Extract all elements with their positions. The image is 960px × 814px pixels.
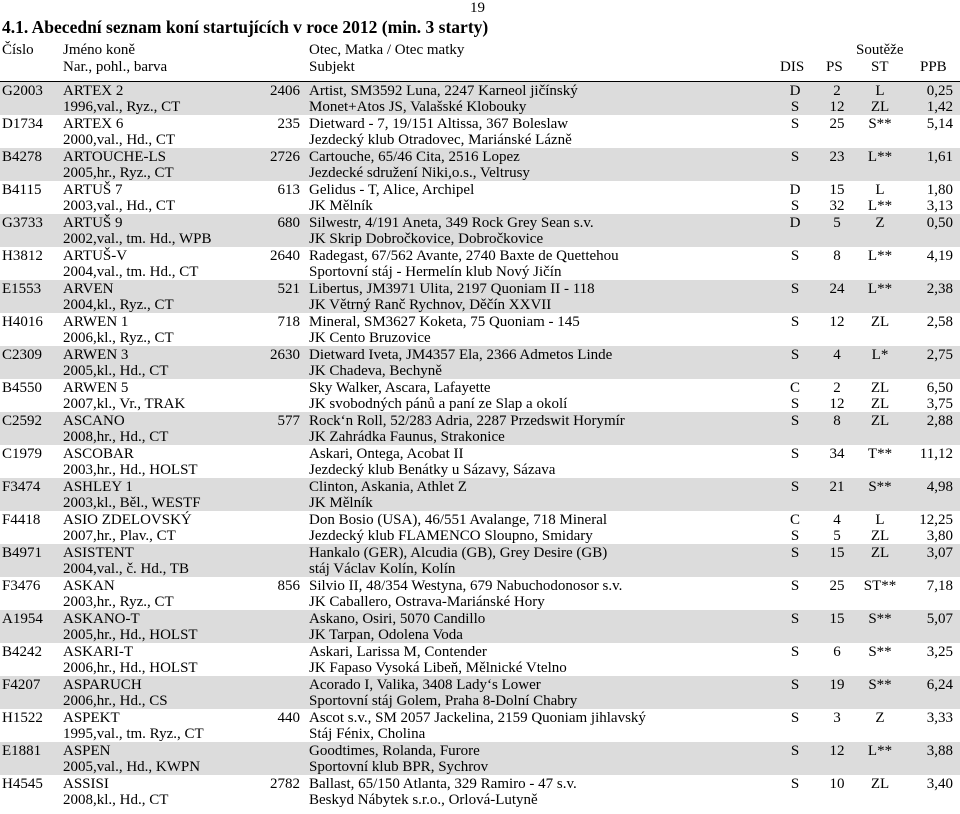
ppb-value: 3,40 bbox=[926, 776, 953, 792]
registration-number: 680 bbox=[277, 215, 300, 231]
table-row bbox=[0, 643, 960, 676]
horse-name: ASPARUCH bbox=[63, 677, 142, 693]
birth-sex-color: 2007,hr., Plav., CT bbox=[63, 528, 176, 544]
birth-sex-color: 1996,val., Ryz., CT bbox=[63, 99, 181, 115]
pedigree: Libertus, JM3971 Ulita, 2197 Quoniam II - 118 bbox=[309, 281, 595, 297]
table-row bbox=[0, 511, 960, 544]
horse-code: H3812 bbox=[2, 248, 43, 264]
subject: JK Tarpan, Odolena Voda bbox=[309, 627, 463, 643]
ps-value: 4 bbox=[833, 512, 841, 528]
header-dis: DIS bbox=[780, 59, 805, 75]
table-row bbox=[0, 313, 960, 346]
subject: Jezdecký klub FLAMENCO Sloupno, Smidary bbox=[309, 528, 593, 544]
pedigree: Sky Walker, Ascara, Lafayette bbox=[309, 380, 491, 396]
table-row bbox=[0, 742, 960, 775]
dis-value: S bbox=[790, 710, 800, 726]
dis-value: S bbox=[790, 281, 800, 297]
st-value: S** bbox=[868, 644, 892, 660]
birth-sex-color: 2003,kl., Běl., WESTF bbox=[63, 495, 201, 511]
pedigree: Artist, SM3592 Luna, 2247 Karneol jičínský bbox=[309, 83, 578, 99]
horse-name: ARTEX 2 bbox=[63, 83, 124, 99]
st-value: ZL bbox=[870, 413, 890, 429]
header-otec: Otec, Matka / Otec matky bbox=[309, 42, 465, 58]
ppb-value: 12,25 bbox=[919, 512, 953, 528]
st-value: Z bbox=[875, 215, 885, 231]
dis-value: S bbox=[790, 611, 800, 627]
header-jmeno: Jméno koně bbox=[63, 42, 136, 58]
ppb-value: 6,24 bbox=[926, 677, 953, 693]
dis-value: S bbox=[790, 644, 800, 660]
horse-name: ASKANO-T bbox=[63, 611, 140, 627]
ppb-value: 5,07 bbox=[926, 611, 953, 627]
registration-number: 2782 bbox=[270, 776, 300, 792]
birth-sex-color: 2005,hr., Ryz., CT bbox=[63, 165, 174, 181]
birth-sex-color: 2008,kl., Hd., CT bbox=[63, 792, 169, 808]
st-value: L bbox=[875, 182, 885, 198]
header-ppb: PPB bbox=[920, 59, 947, 75]
ppb-value: 7,18 bbox=[926, 578, 953, 594]
birth-sex-color: 2003,hr., Ryz., CT bbox=[63, 594, 174, 610]
ppb-value: 6,50 bbox=[926, 380, 953, 396]
header-subjekt: Subjekt bbox=[309, 59, 355, 75]
dis-value: D bbox=[789, 182, 801, 198]
pedigree: Silvio II, 48/354 Westyna, 679 Nabuchodonosor s.v. bbox=[309, 578, 623, 594]
ps-value: 12 bbox=[829, 396, 845, 412]
pedigree: Radegast, 67/562 Avante, 2740 Baxte de Quettehou bbox=[309, 248, 619, 264]
horse-code: C2592 bbox=[2, 413, 43, 429]
header-st: ST bbox=[871, 59, 889, 75]
ppb-value: 4,98 bbox=[926, 479, 953, 495]
ps-value: 15 bbox=[829, 182, 845, 198]
table-row bbox=[0, 379, 960, 412]
ps-value: 4 bbox=[833, 347, 841, 363]
st-value: ZL bbox=[870, 314, 890, 330]
table-row bbox=[0, 247, 960, 280]
horse-code: A1954 bbox=[2, 611, 43, 627]
ps-value: 15 bbox=[829, 545, 845, 561]
horse-name: ARWEN 5 bbox=[63, 380, 129, 396]
pedigree: Ballast, 65/150 Atlanta, 329 Ramiro - 47 s.v. bbox=[309, 776, 577, 792]
horse-code: B4242 bbox=[2, 644, 43, 660]
horse-code: B4278 bbox=[2, 149, 43, 165]
subject: stáj Václav Kolín, Kolín bbox=[309, 561, 456, 577]
dis-value: S bbox=[790, 743, 800, 759]
ppb-value: 0,25 bbox=[926, 83, 953, 99]
subject: JK Chadeva, Bechyně bbox=[309, 363, 442, 379]
subject: JK Fapaso Vysoká Libeň, Mělnické Vtelno bbox=[309, 660, 567, 676]
header-ps: PS bbox=[826, 59, 843, 75]
dis-value: S bbox=[790, 314, 800, 330]
ps-value: 2 bbox=[833, 83, 841, 99]
ppb-value: 3,07 bbox=[926, 545, 953, 561]
ppb-value: 2,88 bbox=[926, 413, 953, 429]
pedigree: Don Bosio (USA), 46/551 Avalange, 718 Mineral bbox=[309, 512, 608, 528]
dis-value: S bbox=[790, 116, 800, 132]
ps-value: 6 bbox=[833, 644, 841, 660]
horse-name: ARTUŠ-V bbox=[63, 248, 128, 264]
ppb-value: 5,14 bbox=[926, 116, 953, 132]
dis-value: S bbox=[790, 776, 800, 792]
st-value: S** bbox=[868, 479, 892, 495]
horse-code: F4418 bbox=[2, 512, 41, 528]
horse-code: C2309 bbox=[2, 347, 43, 363]
table-row bbox=[0, 478, 960, 511]
st-value: L* bbox=[871, 347, 889, 363]
registration-number: 235 bbox=[277, 116, 300, 132]
ppb-value: 11,12 bbox=[919, 446, 953, 462]
registration-number: 2630 bbox=[270, 347, 300, 363]
pedigree: Mineral, SM3627 Koketa, 75 Quoniam - 145 bbox=[309, 314, 580, 330]
subject: JK Mělník bbox=[309, 495, 373, 511]
dis-value: S bbox=[790, 578, 800, 594]
table-row bbox=[0, 148, 960, 181]
ps-value: 21 bbox=[829, 479, 845, 495]
dis-value: S bbox=[790, 99, 800, 115]
st-value: S** bbox=[868, 116, 892, 132]
dis-value: S bbox=[790, 248, 800, 264]
st-value: ZL bbox=[870, 396, 890, 412]
ppb-value: 2,75 bbox=[926, 347, 953, 363]
subject: Monet+Atos JS, Valašské Klobouky bbox=[309, 99, 527, 115]
ppb-value: 3,33 bbox=[926, 710, 953, 726]
pedigree: Dietward - 7, 19/151 Altissa, 367 Boleslaw bbox=[309, 116, 569, 132]
dis-value: S bbox=[790, 347, 800, 363]
ppb-value: 0,50 bbox=[926, 215, 953, 231]
subject: Jezdecké sdružení Niki,o.s., Veltrusy bbox=[309, 165, 530, 181]
horse-name: ARTEX 6 bbox=[63, 116, 124, 132]
subject: Sportovní klub BPR, Sychrov bbox=[309, 759, 489, 775]
dis-value: S bbox=[790, 528, 800, 544]
birth-sex-color: 2006,hr., Hd., HOLST bbox=[63, 660, 198, 676]
ps-value: 23 bbox=[829, 149, 845, 165]
st-value: ZL bbox=[870, 528, 890, 544]
pedigree: Askari, Larissa M, Contender bbox=[309, 644, 487, 660]
horse-code: F3474 bbox=[2, 479, 41, 495]
header-cislo: Číslo bbox=[2, 42, 34, 58]
page-number: 19 bbox=[470, 0, 485, 16]
birth-sex-color: 2004,kl., Ryz., CT bbox=[63, 297, 174, 313]
horse-code: F4207 bbox=[2, 677, 41, 693]
table-row bbox=[0, 610, 960, 643]
horse-code: H4016 bbox=[2, 314, 43, 330]
birth-sex-color: 2006,kl., Ryz., CT bbox=[63, 330, 174, 346]
pedigree: Clinton, Askania, Athlet Z bbox=[309, 479, 467, 495]
birth-sex-color: 2004,val., č. Hd., TB bbox=[63, 561, 189, 577]
horse-name: ARWEN 3 bbox=[63, 347, 129, 363]
ps-value: 15 bbox=[829, 611, 845, 627]
pedigree: Hankalo (GER), Alcudia (GB), Grey Desire (GB) bbox=[309, 545, 608, 561]
dis-value: D bbox=[789, 215, 801, 231]
subject: JK Cento Bruzovice bbox=[309, 330, 431, 346]
birth-sex-color: 2007,kl., Vr., TRAK bbox=[63, 396, 186, 412]
st-value: ST** bbox=[863, 578, 897, 594]
table-row bbox=[0, 81, 960, 115]
table-row bbox=[0, 577, 960, 610]
ps-value: 25 bbox=[829, 116, 845, 132]
ppb-value: 1,61 bbox=[926, 149, 953, 165]
table-row bbox=[0, 115, 960, 148]
st-value: L** bbox=[867, 149, 893, 165]
ppb-value: 2,58 bbox=[926, 314, 953, 330]
birth-sex-color: 2005,hr., Hd., HOLST bbox=[63, 627, 198, 643]
birth-sex-color: 2004,val., tm. Hd., CT bbox=[63, 264, 199, 280]
pedigree: Cartouche, 65/46 Cita, 2516 Lopez bbox=[309, 149, 520, 165]
header-souteze: Soutěže bbox=[856, 42, 904, 58]
registration-number: 718 bbox=[277, 314, 300, 330]
st-value: S** bbox=[868, 677, 892, 693]
registration-number: 521 bbox=[277, 281, 300, 297]
horse-code: B4971 bbox=[2, 545, 43, 561]
pedigree: Askano, Osiri, 5070 Candillo bbox=[309, 611, 486, 627]
horse-name: ARTUŠ 9 bbox=[63, 215, 123, 231]
ps-value: 3 bbox=[833, 710, 841, 726]
subject: JK svobodných pánů a paní ze Slap a okolí bbox=[309, 396, 568, 412]
pedigree: Silwestr, 4/191 Aneta, 349 Rock Grey Sean s.v. bbox=[309, 215, 594, 231]
ppb-value: 3,25 bbox=[926, 644, 953, 660]
birth-sex-color: 2005,kl., Hd., CT bbox=[63, 363, 169, 379]
subject: Sportovní stáj - Hermelín klub Nový Jičín bbox=[309, 264, 562, 280]
horse-code: H1522 bbox=[2, 710, 43, 726]
dis-value: S bbox=[790, 198, 800, 214]
subject: Jezdecký klub Otradovec, Mariánské Lázně bbox=[309, 132, 572, 148]
table-row bbox=[0, 544, 960, 577]
st-value: L bbox=[875, 83, 885, 99]
registration-number: 2406 bbox=[270, 83, 300, 99]
subject: Stáj Fénix, Cholina bbox=[309, 726, 426, 742]
horse-code: E1881 bbox=[2, 743, 42, 759]
st-value: ZL bbox=[870, 380, 890, 396]
dis-value: C bbox=[789, 380, 800, 396]
horse-code: B4115 bbox=[2, 182, 42, 198]
horse-code: G2003 bbox=[2, 83, 43, 99]
dis-value: S bbox=[790, 446, 800, 462]
ppb-value: 3,75 bbox=[926, 396, 953, 412]
birth-sex-color: 2002,val., tm. Hd., WPB bbox=[63, 231, 212, 247]
table-row bbox=[0, 214, 960, 247]
dis-value: S bbox=[790, 545, 800, 561]
dis-value: D bbox=[789, 83, 801, 99]
ps-value: 5 bbox=[833, 528, 841, 544]
subject: JK Mělník bbox=[309, 198, 373, 214]
ps-value: 32 bbox=[829, 198, 845, 214]
pedigree: Rock‘n Roll, 52/283 Adria, 2287 Przedswit Horymír bbox=[309, 413, 625, 429]
section-heading: 4.1. Abecední seznam koní startujících v roce 2012 (min. 3 starty) bbox=[2, 17, 489, 37]
birth-sex-color: 2005,val., Hd., KWPN bbox=[63, 759, 201, 775]
dis-value: S bbox=[790, 396, 800, 412]
registration-number: 856 bbox=[277, 578, 300, 594]
registration-number: 2640 bbox=[270, 248, 300, 264]
horse-code: B4550 bbox=[2, 380, 43, 396]
horse-name: ASSISI bbox=[63, 776, 109, 792]
horse-code: D1734 bbox=[2, 116, 43, 132]
horse-code: G3733 bbox=[2, 215, 43, 231]
horse-name: ARWEN 1 bbox=[63, 314, 129, 330]
table-row bbox=[0, 775, 960, 808]
st-value: ZL bbox=[870, 99, 890, 115]
ps-value: 12 bbox=[829, 743, 845, 759]
horse-name: ARVEN bbox=[63, 281, 114, 297]
horse-name: ASCANO bbox=[63, 413, 125, 429]
st-value: ZL bbox=[870, 545, 890, 561]
horse-table bbox=[0, 81, 960, 808]
st-value: Z bbox=[875, 710, 885, 726]
horse-code: C1979 bbox=[2, 446, 43, 462]
horse-name: ASKAN bbox=[63, 578, 115, 594]
horse-name: ASHLEY 1 bbox=[63, 479, 133, 495]
table-row bbox=[0, 412, 960, 445]
ps-value: 5 bbox=[833, 215, 841, 231]
ps-value: 34 bbox=[829, 446, 845, 462]
ps-value: 24 bbox=[829, 281, 845, 297]
horse-name: ASPEN bbox=[63, 743, 111, 759]
horse-code: H4545 bbox=[2, 776, 43, 792]
ppb-value: 3,88 bbox=[926, 743, 953, 759]
ps-value: 12 bbox=[829, 99, 845, 115]
pedigree: Askari, Ontega, Acobat II bbox=[309, 446, 464, 462]
pedigree: Ascot s.v., SM 2057 Jackelina, 2159 Quoniam jihlavský bbox=[309, 710, 646, 726]
st-value: ZL bbox=[870, 776, 890, 792]
header-nar-pohl: Nar., pohl., barva bbox=[63, 59, 168, 75]
ps-value: 19 bbox=[829, 677, 845, 693]
ppb-value: 3,80 bbox=[926, 528, 953, 544]
ps-value: 25 bbox=[829, 578, 845, 594]
ppb-value: 2,38 bbox=[926, 281, 953, 297]
pedigree: Gelidus - T, Alice, Archipel bbox=[309, 182, 475, 198]
horse-code: F3476 bbox=[2, 578, 41, 594]
subject: JK Skrip Dobročkovice, Dobročkovice bbox=[309, 231, 544, 247]
ps-value: 8 bbox=[833, 248, 841, 264]
table-row bbox=[0, 280, 960, 313]
birth-sex-color: 2000,val., Hd., CT bbox=[63, 132, 176, 148]
table-row bbox=[0, 445, 960, 478]
subject: Beskyd Nábytek s.r.o., Orlová-Lutyně bbox=[309, 792, 538, 808]
table-row bbox=[0, 709, 960, 742]
horse-name: ASKARI-T bbox=[63, 644, 133, 660]
table-row bbox=[0, 181, 960, 214]
table-row bbox=[0, 676, 960, 709]
st-value: L bbox=[875, 512, 885, 528]
subject: Jezdecký klub Benátky u Sázavy, Sázava bbox=[309, 462, 556, 478]
ps-value: 8 bbox=[833, 413, 841, 429]
pedigree: Goodtimes, Rolanda, Furore bbox=[309, 743, 480, 759]
horse-name: ASIO ZDELOVSKÝ bbox=[63, 512, 192, 528]
st-value: S** bbox=[868, 611, 892, 627]
st-value: L** bbox=[867, 281, 893, 297]
registration-number: 440 bbox=[277, 710, 300, 726]
birth-sex-color: 2006,hr., Hd., CS bbox=[63, 693, 168, 709]
birth-sex-color: 1995,val., tm. Ryz., CT bbox=[63, 726, 204, 742]
ps-value: 2 bbox=[833, 380, 841, 396]
ppb-value: 1,42 bbox=[926, 99, 953, 115]
horse-name: ASPEKT bbox=[63, 710, 120, 726]
horse-name: ARTUŠ 7 bbox=[63, 182, 123, 198]
birth-sex-color: 2003,hr., Hd., HOLST bbox=[63, 462, 198, 478]
st-value: T** bbox=[867, 446, 893, 462]
registration-number: 2726 bbox=[270, 149, 300, 165]
st-value: L** bbox=[867, 743, 893, 759]
registration-number: 613 bbox=[277, 182, 300, 198]
horse-name: ARTOUCHE-LS bbox=[63, 149, 166, 165]
dis-value: S bbox=[790, 413, 800, 429]
horse-code: E1553 bbox=[2, 281, 42, 297]
subject: Sportovní stáj Golem, Praha 8-Dolní Chabry bbox=[309, 693, 578, 709]
ppb-value: 3,13 bbox=[926, 198, 953, 214]
birth-sex-color: 2008,hr., Hd., CT bbox=[63, 429, 169, 445]
horse-name: ASISTENT bbox=[63, 545, 134, 561]
pedigree: Dietward Iveta, JM4357 Ela, 2366 Admetos Linde bbox=[309, 347, 613, 363]
registration-number: 577 bbox=[277, 413, 300, 429]
horse-name: ASCOBAR bbox=[63, 446, 134, 462]
pedigree: Acorado I, Valika, 3408 Lady‘s Lower bbox=[309, 677, 541, 693]
birth-sex-color: 2003,val., Hd., CT bbox=[63, 198, 176, 214]
st-value: L** bbox=[867, 198, 893, 214]
dis-value: S bbox=[790, 149, 800, 165]
dis-value: C bbox=[789, 512, 800, 528]
ppb-value: 4,19 bbox=[926, 248, 953, 264]
table-row bbox=[0, 346, 960, 379]
dis-value: S bbox=[790, 479, 800, 495]
ps-value: 12 bbox=[829, 314, 845, 330]
subject: JK Caballero, Ostrava-Mariánské Hory bbox=[309, 594, 545, 610]
subject: JK Zahrádka Faunus, Strakonice bbox=[309, 429, 505, 445]
st-value: L** bbox=[867, 248, 893, 264]
dis-value: S bbox=[790, 677, 800, 693]
ppb-value: 1,80 bbox=[926, 182, 953, 198]
subject: JK Větrný Ranč Rychnov, Děčín XXVII bbox=[309, 297, 552, 313]
ps-value: 10 bbox=[829, 776, 845, 792]
